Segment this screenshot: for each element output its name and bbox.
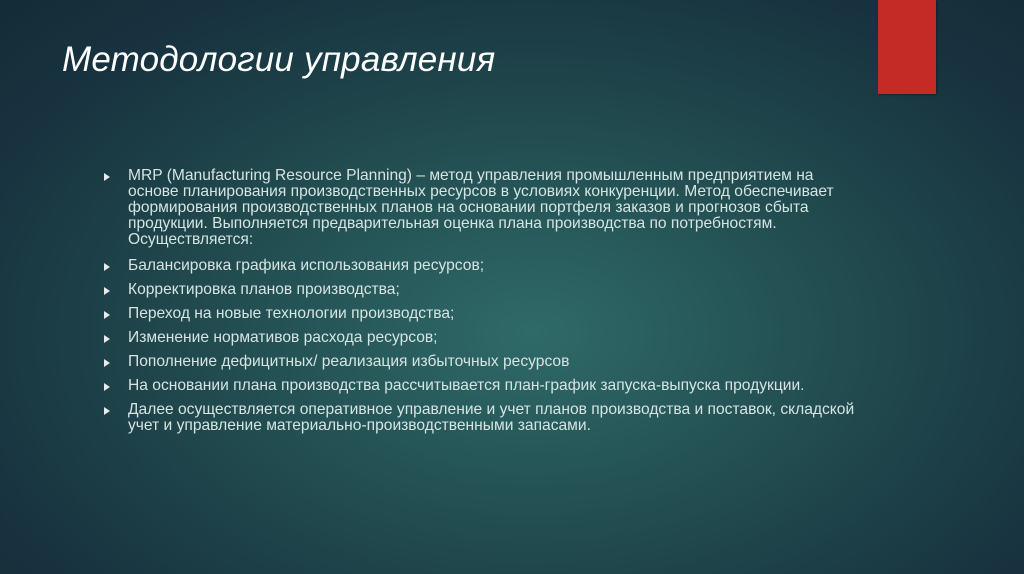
- bullet-item-mrp: [104, 168, 864, 248]
- bullet-list: [104, 168, 864, 442]
- triangle-bullet-icon: [104, 407, 110, 415]
- bullet-text: Пополнение дефицитных/ реализация избыточных ресурсов: [128, 353, 570, 370]
- bullet-item-correction: [104, 282, 864, 298]
- bullet-text: Изменение нормативов расхода ресурсов;: [128, 329, 438, 346]
- bullet-item-resources: [104, 354, 864, 370]
- triangle-bullet-icon: [104, 359, 110, 367]
- bullet-text: Далее осуществляется оперативное управление и учет планов производства и поставок, складской учет и управление материально-производственными запасами.: [128, 401, 855, 434]
- red-accent-bar: [878, 0, 936, 94]
- bullet-item-operational: [104, 402, 864, 434]
- bullet-text: Переход на новые технологии производства;: [128, 305, 455, 322]
- triangle-bullet-icon: [104, 383, 110, 391]
- triangle-bullet-icon: [104, 311, 110, 319]
- bullet-text: На основании плана производства рассчитывается план-график запуска-выпуска продукции.: [128, 377, 805, 394]
- bullet-text: MRP (Manufacturing Resource Planning) – метод управления промышленным предприятием на основе планирования производственных ресурсов в условиях конкуренции. Метод обеспечивает формирования производственных планов на основании портфеля заказов и прогнозов сбыта продукции. Выполняется предварительная оценка плана производства по потребностям. Осуществляется:: [128, 167, 834, 248]
- triangle-bullet-icon: [104, 173, 110, 181]
- bullet-item-schedule: [104, 378, 864, 394]
- triangle-bullet-icon: [104, 263, 110, 271]
- slide-title: Методологии управления: [62, 40, 496, 79]
- triangle-bullet-icon: [104, 287, 110, 295]
- triangle-bullet-icon: [104, 335, 110, 343]
- bullet-item-new-tech: [104, 306, 864, 322]
- bullet-text: Корректировка планов производства;: [128, 281, 400, 298]
- bullet-item-norms: [104, 330, 864, 346]
- bullet-text: Балансировка графика использования ресурсов;: [128, 257, 485, 274]
- bullet-item-balancing: [104, 258, 864, 274]
